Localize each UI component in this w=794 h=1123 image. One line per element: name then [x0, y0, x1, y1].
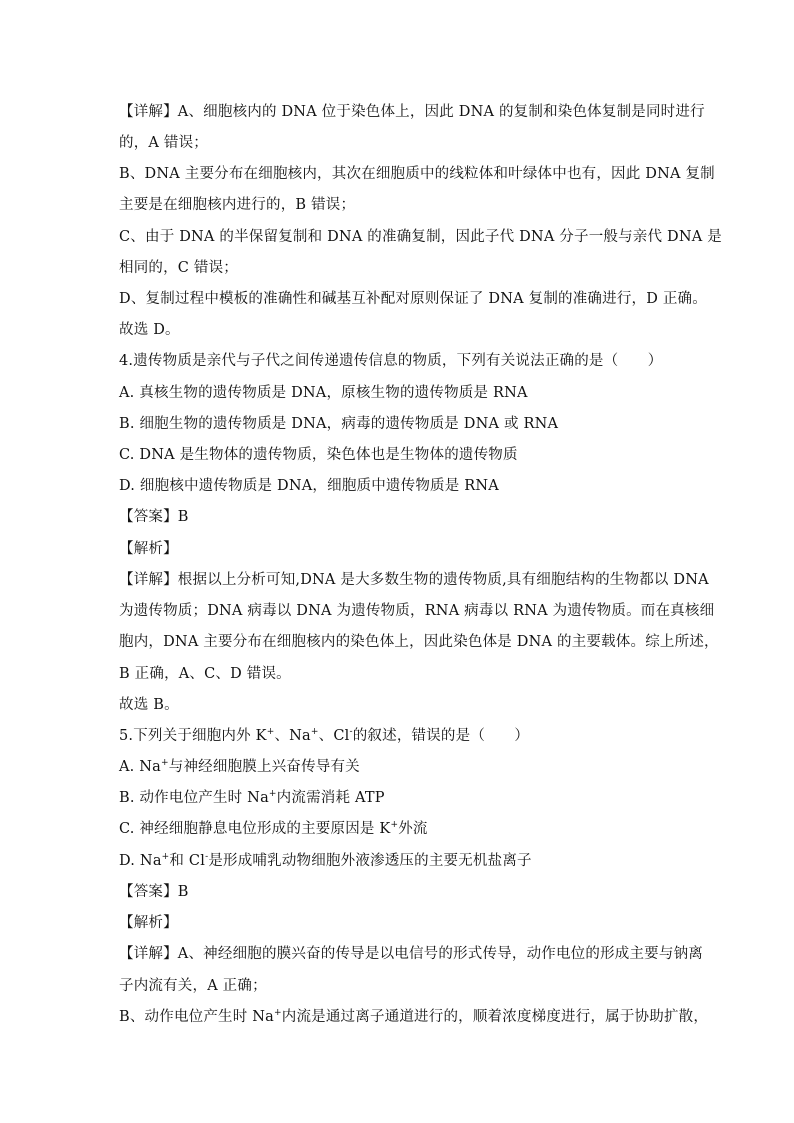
superscript: +: [161, 758, 169, 768]
option-part: 内流需消耗 ATP: [276, 790, 385, 806]
text-line: 为遗传物质；DNA 病毒以 DNA 为遗传物质，RNA 病毒以 RNA 为遗传物质。而在真核细: [119, 603, 715, 619]
superscript: +: [266, 727, 275, 737]
text-part: B、动作电位产生时 Na: [119, 1009, 274, 1025]
option-part: 外流: [398, 821, 428, 837]
option-part: 是形成哺乳动物细胞外液渗透压的主要无机盐离子: [208, 853, 532, 869]
stem-part: 、Na: [274, 728, 311, 744]
text-line: 的，A 错误；: [119, 135, 208, 151]
text-line: B 正确，A、C、D 错误。: [119, 666, 291, 682]
option-a: A. 真核生物的遗传物质是 DNA，原核生物的遗传物质是 RNA: [119, 385, 528, 401]
superscript: +: [268, 789, 277, 799]
text-line: 故选 D。: [119, 322, 180, 338]
text-line: 子内流有关，A 正确；: [119, 978, 267, 994]
option-b: [119, 788, 385, 808]
option-c: C. DNA 是生物体的遗传物质，染色体也是生物体的遗传物质: [119, 447, 518, 463]
question-stem: 4.遗传物质是亲代与子代之间传递遗传信息的物质，下列有关说法正确的是（ ）: [119, 353, 663, 369]
option-part: D. Na: [119, 853, 162, 869]
answer-label: 【答案】B: [119, 509, 189, 525]
option-d: [119, 851, 532, 871]
stem-part: 、Cl: [318, 728, 350, 744]
text-line: 胞内，DNA 主要分布在细胞核内的染色体上，因此染色体是 DNA 的主要载体。综上所述，: [119, 634, 719, 650]
text-line: B、DNA 主要分布在细胞核内，其次在细胞质中的线粒体和叶绿体中也有，因此 DNA 复制: [119, 166, 715, 182]
stem-part: 5.下列关于细胞内外 K: [119, 728, 267, 744]
option-a: [119, 757, 360, 777]
analysis-label: 【解析】: [119, 541, 178, 557]
text-line: C、由于 DNA 的半保留复制和 DNA 的准确复制，因此子代 DNA 分子一般与亲代 DNA 是: [119, 229, 722, 245]
option-b: B. 细胞生物的遗传物质是 DNA，病毒的遗传物质是 DNA 或 RNA: [119, 416, 559, 432]
option-part: 与神经细胞膜上兴奋传导有关: [168, 759, 360, 775]
text-line: 【详解】根据以上分析可知,DNA 是大多数生物的遗传物质,具有细胞结构的生物都以 DNA: [119, 572, 709, 588]
option-part: B. 动作电位产生时 Na: [119, 790, 269, 806]
option-c: [119, 819, 428, 839]
text-line: 【详解】A、细胞核内的 DNA 位于染色体上，因此 DNA 的复制和染色体复制是同时进行: [119, 104, 705, 120]
option-part: C. 神经细胞静息电位形成的主要原因是 K: [119, 821, 391, 837]
question-stem: [119, 726, 529, 746]
superscript: +: [310, 727, 319, 737]
superscript: -: [205, 852, 209, 862]
text-line: 【详解】A、神经细胞的膜兴奋的传导是以电信号的形式传导，动作电位的形成主要与钠离: [119, 946, 703, 962]
superscript: +: [390, 820, 399, 830]
stem-part: 的叙述，错误的是（ ）: [352, 728, 530, 744]
option-part: 和 Cl: [169, 853, 206, 869]
text-part: 内流是通过离子通道进行的，顺着浓度梯度进行，属于协助扩散，: [281, 1009, 709, 1025]
superscript: +: [161, 852, 170, 862]
superscript: -: [349, 727, 353, 737]
text-line: 主要是在细胞核内进行的，B 错误；: [119, 197, 356, 213]
option-part: A. Na: [119, 759, 162, 775]
answer-label: 【答案】B: [119, 884, 189, 900]
text-line: 故选 B。: [119, 697, 179, 713]
text-line: D、复制过程中模板的准确性和碱基互补配对原则保证了 DNA 复制的准确进行，D 正确。: [119, 291, 707, 307]
text-line: [119, 1007, 708, 1027]
analysis-label: 【解析】: [119, 915, 178, 931]
option-d: D. 细胞核中遗传物质是 DNA，细胞质中遗传物质是 RNA: [119, 478, 499, 494]
text-line: 相同的，C 错误；: [119, 260, 239, 276]
superscript: +: [274, 1008, 282, 1018]
